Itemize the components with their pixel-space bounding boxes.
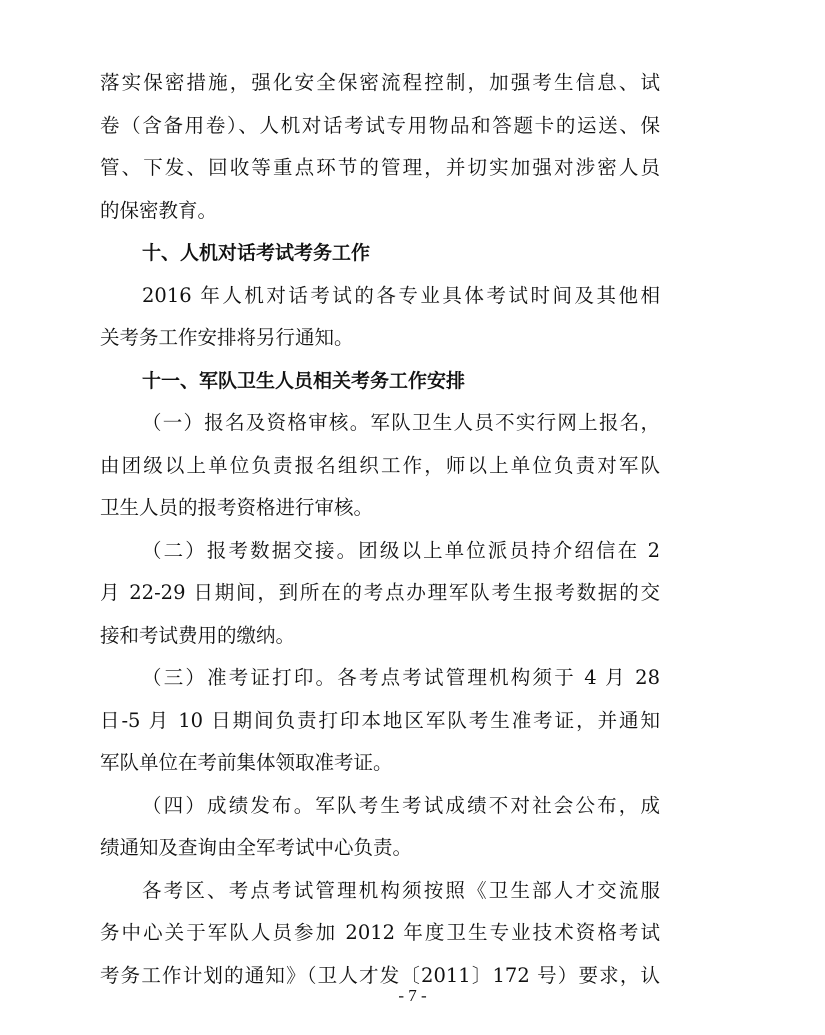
paragraph-line: 月 22-29 日期间，到所在的考点办理军队考生报考数据的交: [100, 581, 660, 604]
page-number: - 7 -: [398, 986, 427, 1005]
paragraph-line: 军队单位在考前集体领取准考证。: [100, 751, 393, 774]
paragraph-line: 管、下发、回收等重点环节的管理，并切实加强对涉密人员: [100, 156, 660, 179]
paragraph-line: （四）成绩发布。军队考生考试成绩不对社会公布，成: [142, 793, 660, 817]
paragraph-line: 由团级以上单位负责报名组织工作，师以上单位负责对军队: [100, 453, 660, 477]
document-body: [100, 62, 660, 997]
paragraph-line: 关考务工作安排将另行通知。: [100, 326, 354, 349]
paragraph-line: 的保密教育。: [100, 198, 218, 222]
paragraph-line: 卫生人员的报考资格进行审核。: [100, 496, 374, 519]
section-heading: 十一、军队卫生人员相关考务工作安排: [142, 369, 466, 392]
paragraph-line: （一）报名及资格审核。军队卫生人员不实行网上报名，: [142, 411, 660, 434]
section-heading: 十、人机对话考试考务工作: [142, 242, 371, 264]
paragraph-line: （二）报考数据交接。团级以上单位派员持介绍信在 2: [142, 538, 660, 562]
paragraph-line: （三）准考证打印。各考点考试管理机构须于 4 月 28: [142, 666, 660, 689]
paragraph-line: 落实保密措施，强化安全保密流程控制，加强考生信息、试: [100, 71, 660, 94]
paragraph-line: 接和考试费用的缴纳。: [100, 623, 296, 647]
paragraph-line: 考务工作计划的通知》（卫人才发〔2011〕172 号）要求，认: [100, 963, 660, 987]
paragraph-line: 绩通知及查询由全军考试中心负责。: [100, 836, 413, 859]
paragraph-line: 日-5 月 10 日期间负责打印本地区军队考生准考证，并通知: [100, 708, 660, 732]
paragraph-line: 务中心关于军队人员参加 2012 年度卫生专业技术资格考试: [100, 921, 660, 944]
paragraph-line: 各考区、考点考试管理机构须按照《卫生部人才交流服: [142, 878, 660, 902]
paragraph-line: 2016 年人机对话考试的各专业具体考试时间及其他相: [142, 283, 660, 307]
paragraph-line: 卷（含备用卷）、人机对话考试专用物品和答题卡的运送、保: [100, 113, 660, 137]
